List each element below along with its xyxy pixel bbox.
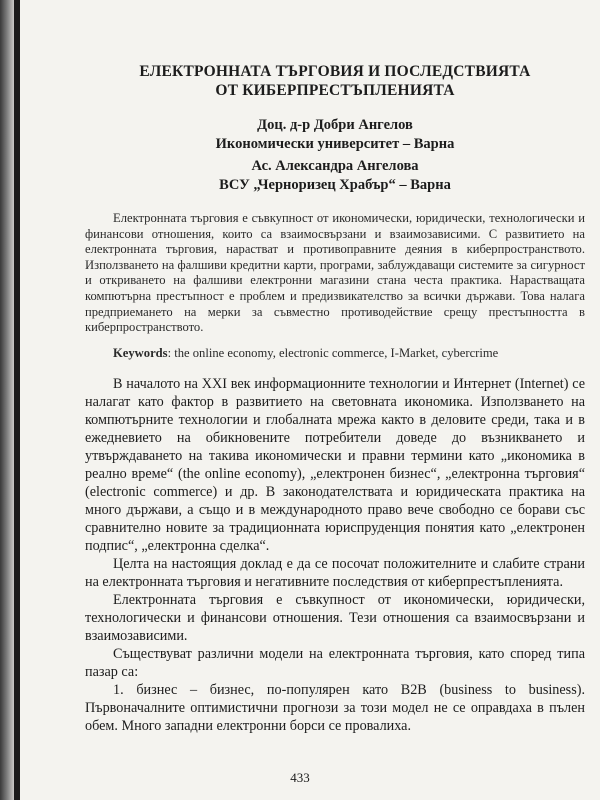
keywords [85,346,585,362]
author-block [85,116,585,195]
body-paragraph: 1. бизнес – бизнес, по-популярен като B2B (business to business). Първоначалните оптимистични прогнози за този модел не се оправдаха в пълен обем. Много западни електронни борси се провалиха. [85,682,585,735]
title-line-1: ЕЛЕКТРОННАТА ТЪРГОВИЯ И ПОСЛЕДСТВИЯТА [139,63,531,80]
paper-page [85,62,585,735]
author-2-name: Ас. Александра Ангелова [251,158,419,174]
body-paragraph: В началото на XXI век информационните технологии и Интернет (Internet) се налагат като фактор в развитието на световната икономика. Използването на компютърните технологии и глобалната мрежа както в деловите среди, така и в ежедневието на обикновените потребители доведе до възникването и утвърждаването на такива икономически и правни термини като „икономика в реално време“ (the online economy), „електронен бизнес“, „електронна търговия“ (electronic commerce) и др. В законодателствата и юридическата практика на много държави, а също и в международното право вече свободно се борави със сравнително новите за традиционната юриспруденция понятия като „електронен подпис“, „електронна сделка“. [85,376,585,555]
page-number: 433 [290,770,310,785]
author-1-name: Доц. д-р Добри Ангелов [257,117,413,133]
paper-title [85,62,585,100]
body-paragraph: Целта на настоящия доклад е да се посочат положителните и слабите страни на електронната търговия и негативните последствия от киберпрестъпленията. [85,556,585,591]
body-paragraph: Съществуват различни модели на електронната търговия, като според типа пазар са: [85,646,585,681]
body-paragraph: Електронната търговия е съвкупност от икономически, юридически, технологически и финансови отношения. Тези отношения са взаимосвързани и взаимозависими. [85,592,585,645]
keywords-label: Keywords [113,345,168,360]
keywords-text: : the online economy, electronic commerce, I-Market, cybercrime [167,345,499,360]
body-text [85,375,585,735]
author-2-affiliation: ВСУ „Черноризец Храбър“ – Варна [219,177,451,193]
abstract: Електронната търговия е съвкупност от икономически, юридически, технологически и финансови отношения, които са взаимосвързани и взаимозависими. С развитието на електронната търговия, нарастват и противоправните деяния в киберпространството. Използването на фалшиви кредитни карти, програми, заблуждаващи системите за сигурност и откриването на фалшиви електронни магазини стана честа практика. Нарастващата компютърна престъпност е проблем и предизвикателство за всички държави. Това налага предприемането на мерки за съвместно противодействие срещу престъпността в киберпространството. [85,211,585,335]
title-line-2: ОТ КИБЕРПРЕСТЪПЛЕНИЯТА [215,82,455,99]
author-1-affiliation: Икономически университет – Варна [215,136,455,152]
binding-edge [14,0,20,800]
